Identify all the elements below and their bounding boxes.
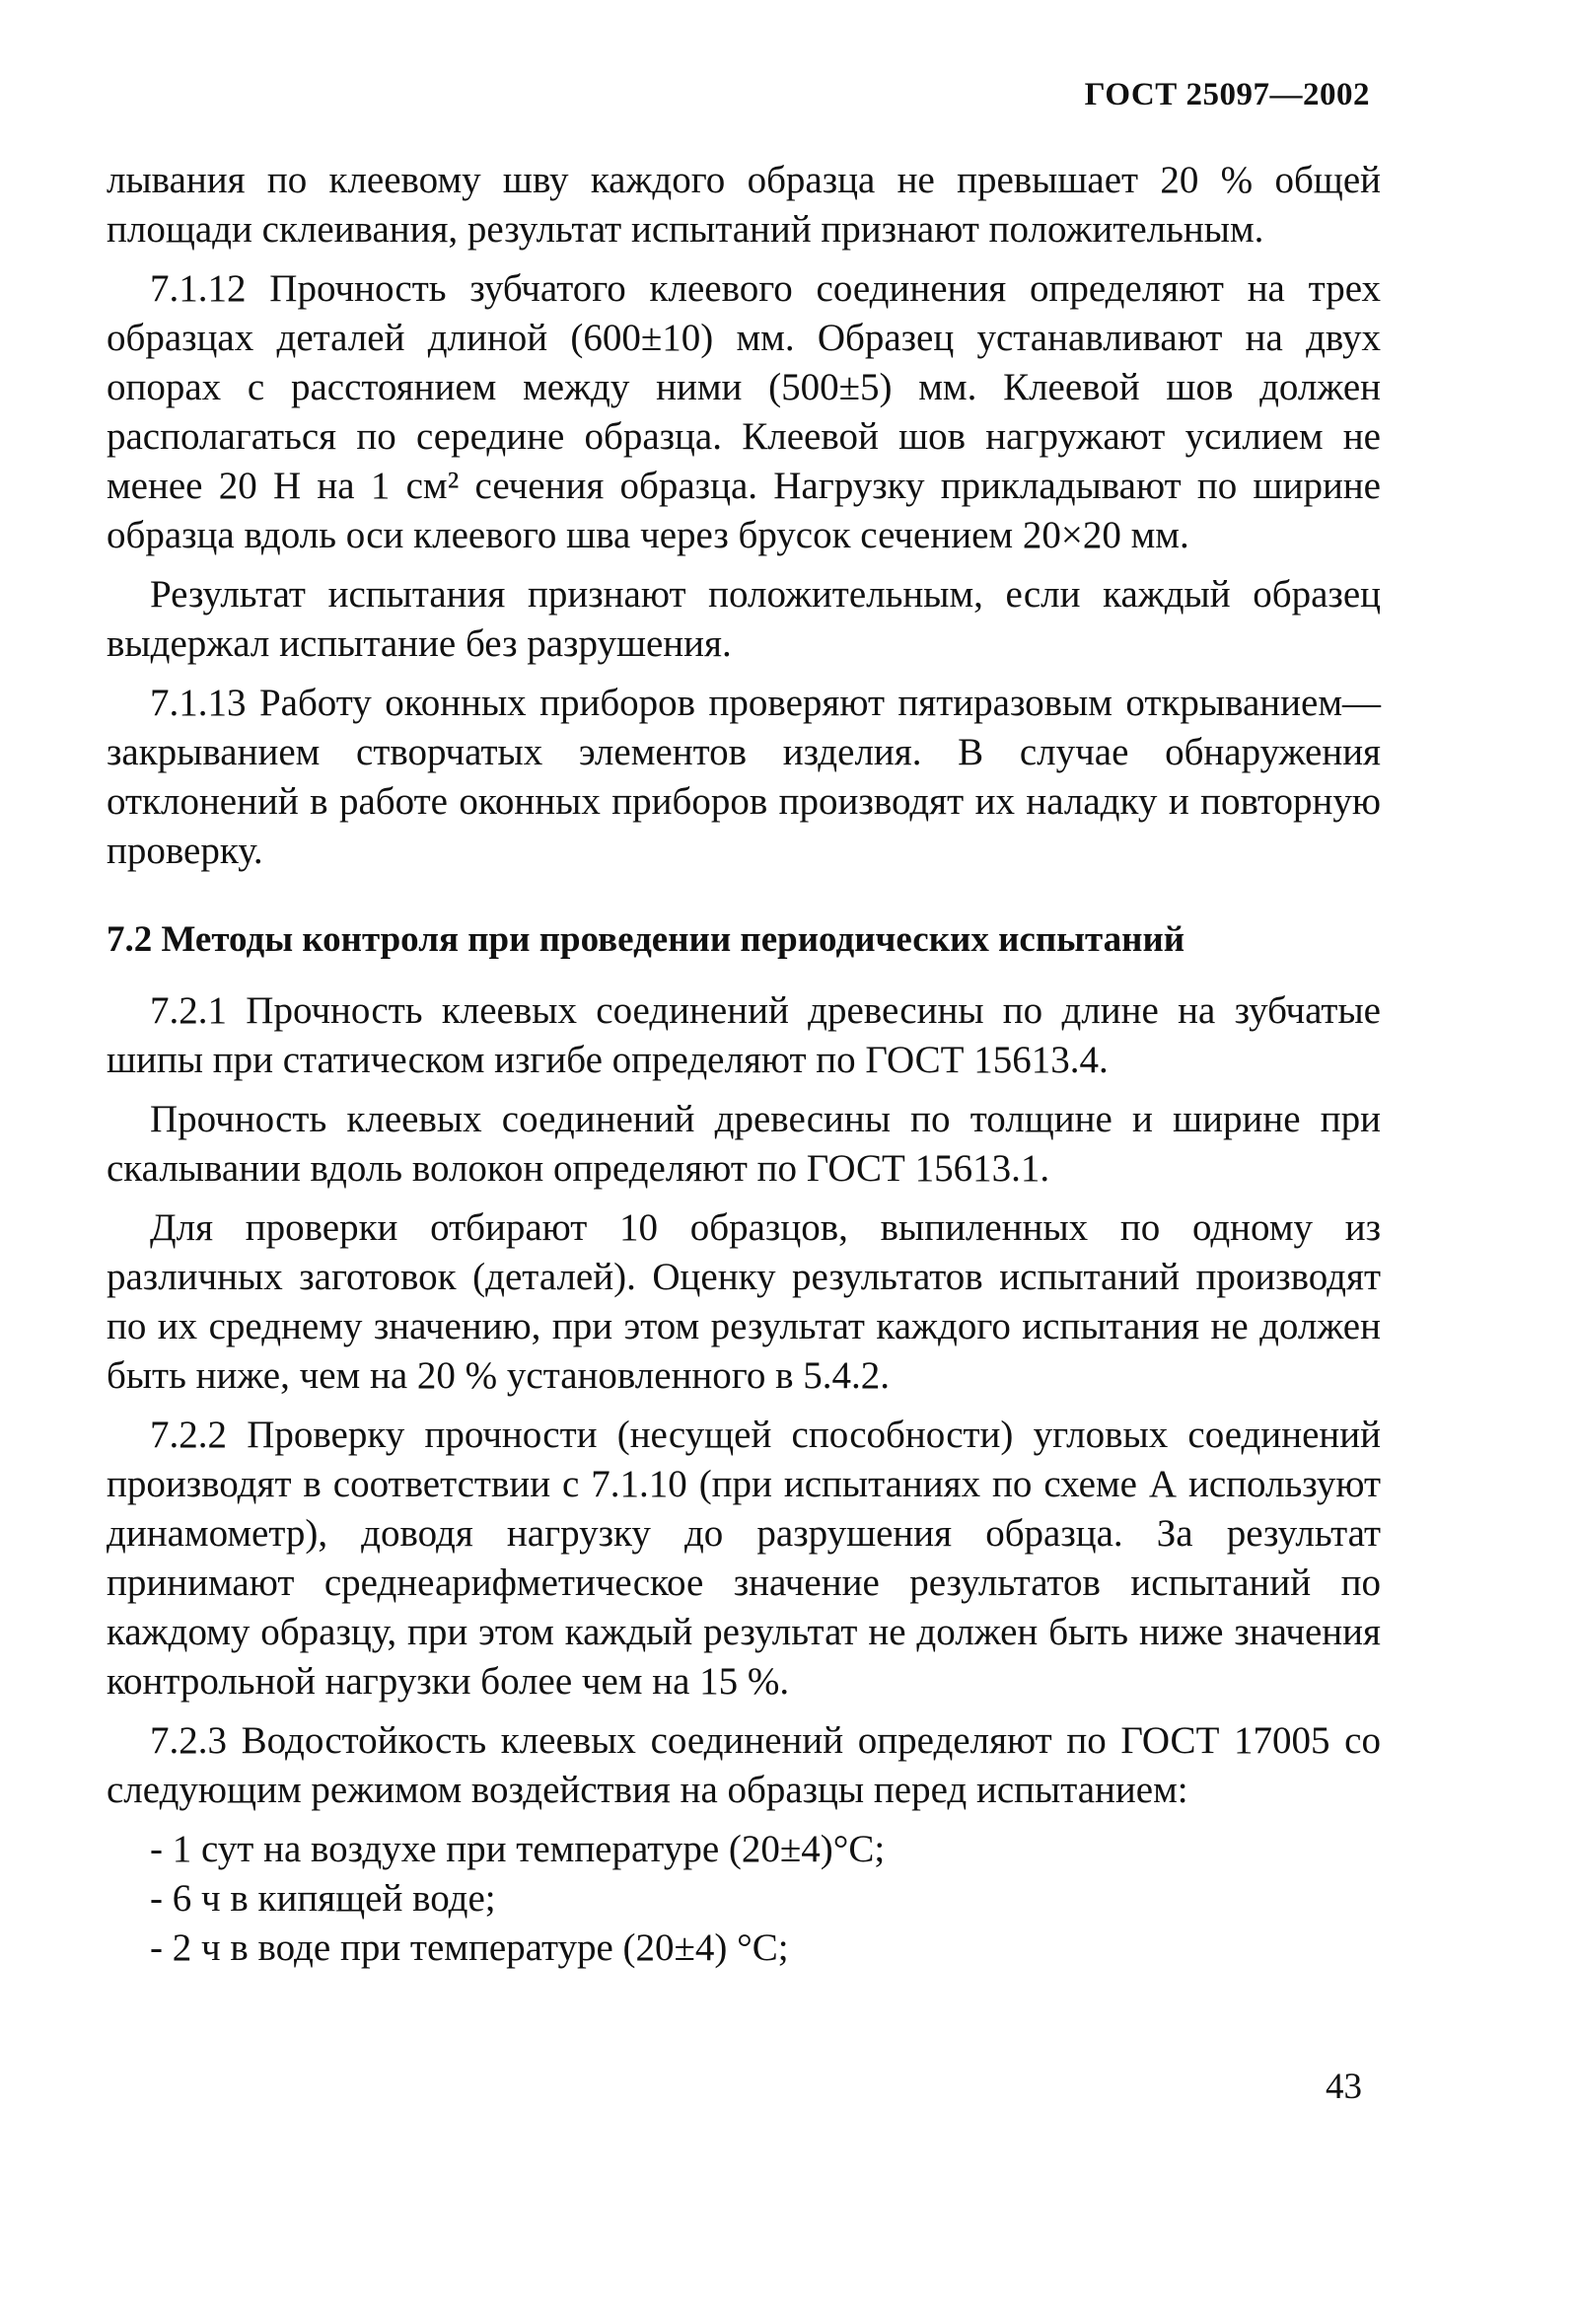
list-item: - 2 ч в воде при температуре (20±4) °С; bbox=[150, 1926, 789, 1969]
paragraph: Результат испытания признают положительным, если каждый образец выдержал испытание без разрушения. bbox=[107, 573, 1381, 665]
page-number: 43 bbox=[1326, 2067, 1362, 2107]
paragraph: 7.2.2 Проверку прочности (несущей способности) угловых соединений производят в соответствии с 7.1.10 (при испытаниях по схеме А используют динамометр), доводя нагрузку до разрушения образца. За результат принимают среднеарифметическое значение результатов испытаний по каждому образцу, при этом каждый результат не должен быть ниже значения контрольной нагрузки более чем на 15 %. bbox=[107, 1414, 1381, 1703]
paragraph: 7.2.3 Водостойкость клеевых соединений определяют по ГОСТ 17005 со следующим режимом воздействия на образцы перед испытанием: bbox=[107, 1719, 1381, 1811]
paragraph: Прочность клеевых соединений древесины по толщине и ширине при скалывании вдоль волокон определяют по ГОСТ 15613.1. bbox=[107, 1098, 1381, 1190]
paragraph: 7.1.12 Прочность зубчатого клеевого соединения определяют на трех образцах деталей длиной (600±10) мм. Образец устанавливают на двух опорах с расстоянием между ними (500±5) мм. Клеевой шов должен располагаться по середине образца. Клеевой шов нагружают усилием не менее 20 Н на 1 см² сечения образца. Нагрузку прикладывают по ширине образца вдоль оси клеевого шва через брусок сечением 20×20 мм. bbox=[107, 267, 1381, 556]
section-heading: 7.2 Методы контроля при проведении периодических испытаний bbox=[107, 919, 1185, 960]
document-body bbox=[107, 156, 1381, 1973]
list-item: - 1 сут на воздухе при температуре (20±4)°С; bbox=[150, 1828, 886, 1870]
list-item: - 6 ч в кипящей воде; bbox=[150, 1877, 496, 1920]
paragraph: Для проверки отбирают 10 образцов, выпиленных по одному из различных заготовок (деталей). Оценку результатов испытаний производят по их среднему значению, при этом результат каждого испытания не должен быть ниже, чем на 20 % установленного в 5.4.2. bbox=[107, 1206, 1381, 1397]
paragraph: 7.1.13 Работу оконных приборов проверяют пятиразовым открыванием—закрыванием створчатых элементов изделия. В случае обнаружения отклонений в работе оконных приборов производят их наладку и повторную проверку. bbox=[107, 682, 1381, 872]
paragraph: лывания по клеевому шву каждого образца не превышает 20 % общей площади склеивания, результат испытаний признают положительным. bbox=[107, 159, 1381, 251]
page-header-standard-code: ГОСТ 25097—2002 bbox=[1084, 77, 1370, 112]
paragraph: 7.2.1 Прочность клеевых соединений древесины по длине на зубчатые шипы при статическом изгибе определяют по ГОСТ 15613.4. bbox=[107, 989, 1381, 1081]
